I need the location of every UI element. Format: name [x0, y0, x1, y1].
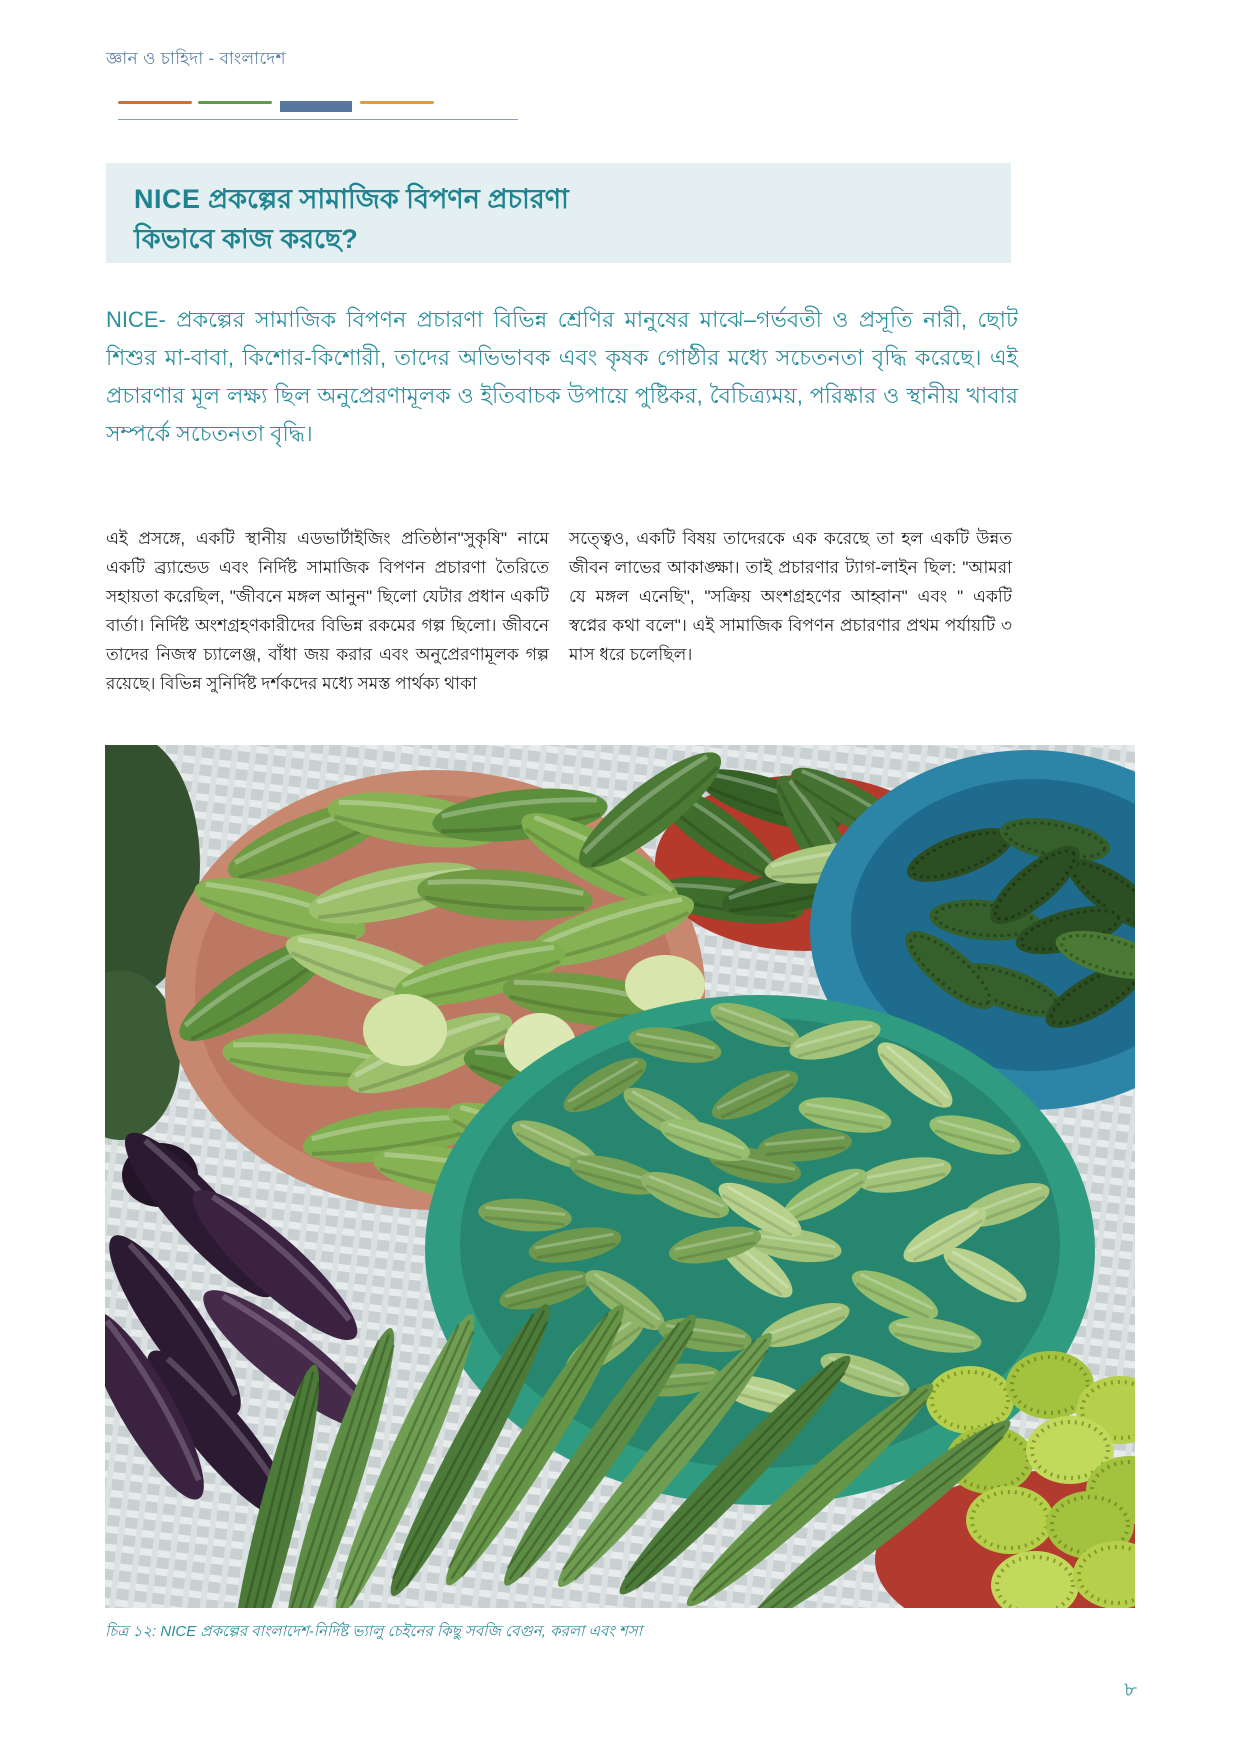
- page-title-line1: [134, 179, 991, 219]
- body-column-left: এই প্রসঙ্গে, একটি স্থানীয় এডভার্টাইজিং প্রতিষ্ঠান"সুকৃষি" নামে একটি ব্র্যান্ডেড এবং নির্দিষ্ট সামাজিক বিপণন প্রচারণা তৈরিতে সহায়তা করেছিল, "জীবনে মঙ্গল আনুন" ছিলো যেটার প্রধান একটি বার্তা। নির্দিষ্ট অংশগ্রহণকারীদের বিভিন্ন রকমের গল্প ছিলো। জীবনে তাদের নিজস্ব চ্যালেঞ্জ, বাঁধা জয় করার এবং অনুপ্রেরণামূলক গল্প রয়েছে। বিভিন্ন সুনির্দিষ্ট দর্শকদের মধ্যে সমস্ত পার্থক্য থাকা: [106, 529, 549, 693]
- divider-blue-block: [280, 101, 352, 112]
- section-title-box: [106, 163, 1011, 263]
- title-line1-rest: প্রকল্পের সামাজিক বিপণন প্রচারণা: [200, 184, 569, 214]
- report-brand-title: জ্ঞান ও চাহিদা - বাংলাদেশ: [106, 49, 286, 68]
- divider-green-segment: [198, 101, 272, 104]
- body-column-right: সত্ত্বেও, একটি বিষয় তাদেরকে এক করেছে তা হল একটি উন্নত জীবন লাভের আকাঙ্ক্ষা। তাই প্রচারণার ট্যাগ-লাইন ছিল: "আমরা যে মঙ্গল এনেছি", "সক্রিয় অংশগ্রহণের আহ্বান" এবং " একটি স্বপ্নের কথা বলে"। এই সামাজিক বিপণন প্রচারণার প্রথম পর্যায়টি ৩ মাস ধরে চলেছিল।: [569, 529, 1012, 664]
- divider-orange-segment: [118, 101, 192, 104]
- body-columns: [106, 524, 1012, 698]
- divider-amber-segment: [360, 101, 434, 104]
- page-number: ৮: [1124, 1679, 1137, 1701]
- header-divider: [106, 101, 626, 123]
- figure-12: [105, 745, 1135, 1645]
- vegetables-photo: [105, 745, 1135, 1608]
- page-title-line2: কিভাবে কাজ করছে?: [134, 224, 358, 254]
- intro-paragraph: NICE- প্রকল্পের সামাজিক বিপণন প্রচারণা বিভিন্ন শ্রেণির মানুষের মাঝে–গর্ভবতী ও প্রসূতি নারী, ছোট শিশুর মা-বাবা, কিশোর-কিশোরী, তাদের অভিভাবক এবং কৃষক গোষ্ঠীর মধ্যে সচেতনতা বৃদ্ধি করেছে। এই প্রচারণার মূল লক্ষ্য ছিল অনুপ্রেরণামূলক ও ইতিবাচক উপায়ে পুষ্টিকর, বৈচিত্র্যময়, পরিষ্কার ও স্থানীয় খাবার সম্পর্কে সচেতনতা বৃদ্ধি।: [106, 307, 1018, 446]
- title-latin-prefix: NICE: [134, 184, 201, 214]
- divider-thin-rule: [118, 119, 518, 120]
- photo-caption: চিত্র ১২: NICE প্রকল্পের বাংলাদেশ-নির্দিষ্ট ভ্যালু চেইনের কিছু সবজি বেগুন, করলা এবং শসা: [105, 1623, 643, 1640]
